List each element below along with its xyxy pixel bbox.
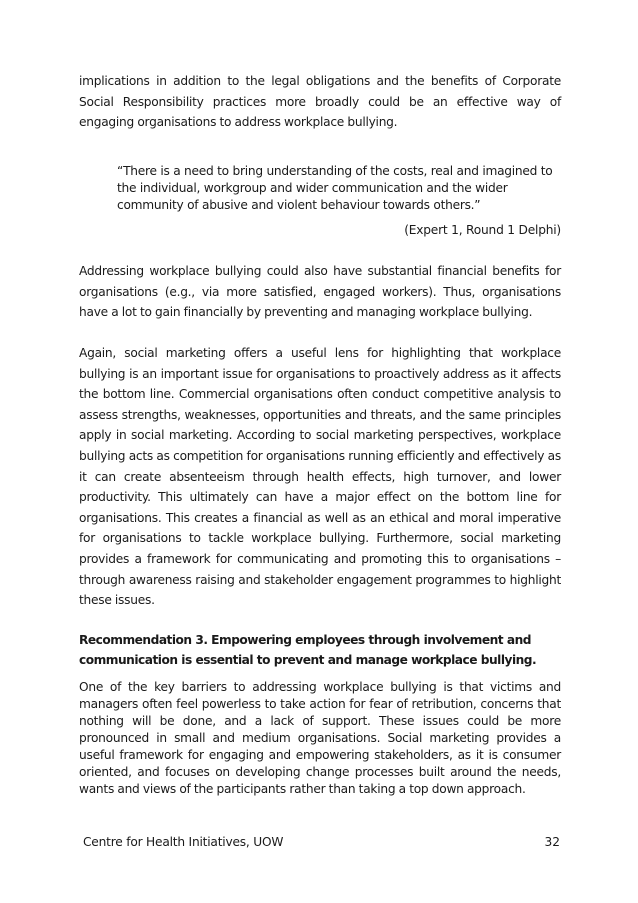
footer-source: Centre for Health Initiatives, UOW	[83, 835, 284, 849]
page-number: 32	[544, 835, 560, 849]
paragraph-financial-benefits: Addressing workplace bullying could also have substantial financial benefits for organisations (e.g., via more satisfied, engaged workers). Thus, organisations have a lot to gain financially by preventing and managing workplace bullying.	[79, 264, 561, 320]
recommendation-heading: Recommendation 3. Empowering employees through involvement and communication is essential to prevent and manage workplace bullying.	[79, 633, 537, 667]
expert-quote: “There is a need to bring understanding of the costs, real and imagined to the individual, workgroup and wider communication and the wider community of abusive and violent behaviour towards others.”	[117, 164, 553, 212]
paragraph-social-marketing-lens: Again, social marketing offers a useful lens for highlighting that workplace bullying is an important issue for organisations to proactively address as it affects the bottom line. Commercial organisations often conduct competitive analysis to assess strengths, weaknesses, opportunities and threats, and the same principles apply in social marketing. According to social marketing perspectives, workplace bullying acts as competition for organisations running efficiently and effectively as it can create absenteeism through health effects, high turnover, and lower productivity. This ultimately can have a major effect on the bottom line for organisations. This creates a financial as well as an ethical and moral imperative for organisations to tackle workplace bullying. Furthermore, social marketing provides a framework for communicating and promoting this to organisations – through awareness raising and stakeholder engagement programmes to highlight these issues.	[79, 346, 561, 608]
paragraph-key-barriers: One of the key barriers to addressing workplace bullying is that victims and managers often feel powerless to take action for fear of retribution, concerns that nothing will be done, and a lack of support. These issues could be more pronounced in small and medium organisations. Social marketing provides a useful framework for engaging and empowering stakeholders, as it is consumer oriented, and focuses on developing change processes built around the needs, wants and views of the participants rather than taking a top down approach.	[79, 680, 561, 796]
paragraph-csr-implications: implications in addition to the legal obligations and the benefits of Corporate Social Responsibility practices more broadly could be an effective way of engaging organisations to address workplace bullying.	[79, 74, 561, 130]
quote-attribution: (Expert 1, Round 1 Delphi)	[404, 223, 561, 237]
